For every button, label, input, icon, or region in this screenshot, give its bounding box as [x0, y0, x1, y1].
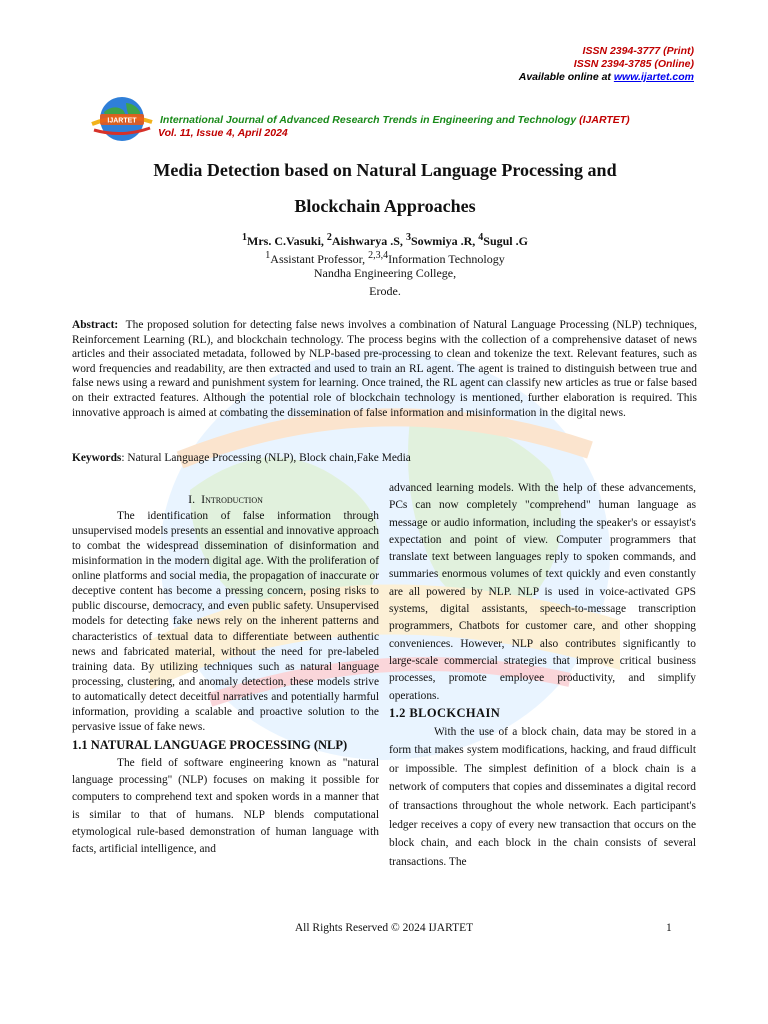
abstract: [72, 318, 697, 420]
affil-text-1: Assistant Professor,: [270, 252, 369, 266]
issn-online: ISSN 2394-3785 (Online): [573, 58, 694, 70]
page-number: 1: [666, 922, 672, 934]
nlp-paragraph: The field of software engineering known as "natural language processing" (NLP) focuses on making it possible for computers to comprehend text and spoken words in a manner that is similar to that of humans. NLP blends computational etymological rule-based demonstration of human language with facts, artificial intelligence, and: [72, 757, 379, 856]
journal-name: International Journal of Advanced Research Trends in Engineering and Technology: [160, 114, 577, 126]
nlp-heading: 1.1 NATURAL LANGUAGE PROCESSING (NLP): [72, 738, 348, 753]
paper-title-line-1: Media Detection based on Natural Language Processing and: [153, 160, 617, 180]
author-3-sup: 3: [405, 232, 411, 243]
keywords: [72, 451, 697, 466]
footer-rights: All Rights Reserved © 2024 IJARTET: [294, 922, 474, 934]
keywords-label: Keywords: [72, 452, 122, 464]
left-column: [72, 492, 379, 858]
author-1: Mrs. C.Vasuki,: [247, 234, 327, 248]
college-line: Nandha Engineering College,: [313, 266, 457, 280]
author-2-sup: 2: [326, 232, 332, 243]
blockchain-heading: 1.2 BLOCKCHAIN: [389, 705, 501, 720]
blockchain-paragraph: With the use of a block chain, data may be stored in a form that makes system modifications, hacking, and fraud difficult or impossible. The simplest definition of a block chain is a network of computers that copies and disseminates a digital record of transactions throughout the whole network. Each participant's ledger receives a copy of every new transaction that occurs on the block chain, and each block in the chain consists of several transactions. The: [389, 725, 696, 868]
available-prefix: Available online at: [518, 71, 614, 83]
author-4: Sugul .G: [483, 234, 528, 248]
right-column: [389, 480, 696, 871]
abstract-text: The proposed solution for detecting false news involves a combination of Natural Language Processing (NLP) techniques, Reinforcement Learning (RL), and blockchain technology. The process begins with the collection of a comprehensive dataset of news articles and their associated metadata, followed by NLP-based pre-processing to clean and tokenize the text. Relevant features, such as word frequencies and readability, are then extracted and used to train an RL agent. The agent is trained to distinguish between true and false news using a reward and punishment system for learning. Once trained, the RL agent can classify new articles as true or false based on their extracted features. Although the potential role of blockchain technology is mentioned, further elaboration is required. This innovative approach is aimed at combating the dissemination of false information and misinformation in the digital news.: [72, 319, 698, 419]
affil-sup-1: 1: [265, 250, 271, 261]
logo-text: IJARTET: [107, 117, 137, 125]
affil-text-2: Information Technology: [388, 252, 505, 266]
author-2: Aishwarya .S,: [331, 234, 406, 248]
journal-volume: Vol. 11, Issue 4, April 2024: [158, 127, 288, 139]
globe-logo-icon: [90, 94, 154, 144]
paper-title-line-2: Blockchain Approaches: [294, 196, 476, 216]
availability-line: [519, 71, 694, 84]
journal-header: [160, 114, 630, 140]
author-1-sup: 1: [242, 232, 248, 243]
nlp-paragraph-continued: advanced learning models. With the help of these advancements, PCs can now completely "comprehend" human language as message or audio information, including the speaker's or essayist's expectation and point of view. Computer programmers that translate text between languages reply to spoken commands, and summaries enormous volumes of text quickly and even constantly are all powered by NLP. NLP is used in voice-activated GPS systems, digital assistants, speech-to-message transcription programmers, Chatbots for customer care, and other shopping conveniences. However, NLP also contributes significantly to large-scale commercial strategies that improve critical business processes, promote employee productivity, and simplify operations.: [389, 482, 696, 702]
journal-abbrev: (IJARTET): [579, 114, 630, 126]
abstract-label: Abstract:: [72, 319, 119, 331]
author-4-sup: 4: [478, 232, 484, 243]
city-line: Erode.: [369, 284, 401, 298]
issn-print: ISSN 2394-3777 (Print): [582, 45, 694, 57]
intro-number: I.: [188, 492, 196, 506]
intro-heading: [72, 492, 379, 507]
journal-website-link[interactable]: www.ijartet.com: [613, 71, 694, 83]
intro-title: Introduction: [201, 492, 263, 506]
issn-block: [519, 45, 694, 84]
affil-sup-2: 2,3,4: [368, 250, 389, 261]
author-3: Sowmiya .R,: [410, 234, 479, 248]
keywords-text: : Natural Language Processing (NLP), Block chain,Fake Media: [121, 452, 411, 464]
intro-paragraph: The identification of false information through unsupervised models presents an essential and innovative approach to combat the widespread dissemination of disinformation and misinformation in the modern digital age. With the proliferation of online platforms and social media, the propagation of inaccurate or deceptive content has become a pressing concern, posing risks to public discourse, democracy, and even public safety. Unsupervised models for detecting fake news rely on the inherent patterns and characteristics of textual data to differentiate between authentic news and fabricated material, without the need for pre-labeled training data. By utilizing techniques such as natural language processing, clustering, and anomaly detection, these models strive to automatically detect deceitful narratives and potentially harmful information, providing a scalable and proactive solution to the pervasive issue of fake news.: [72, 509, 379, 734]
